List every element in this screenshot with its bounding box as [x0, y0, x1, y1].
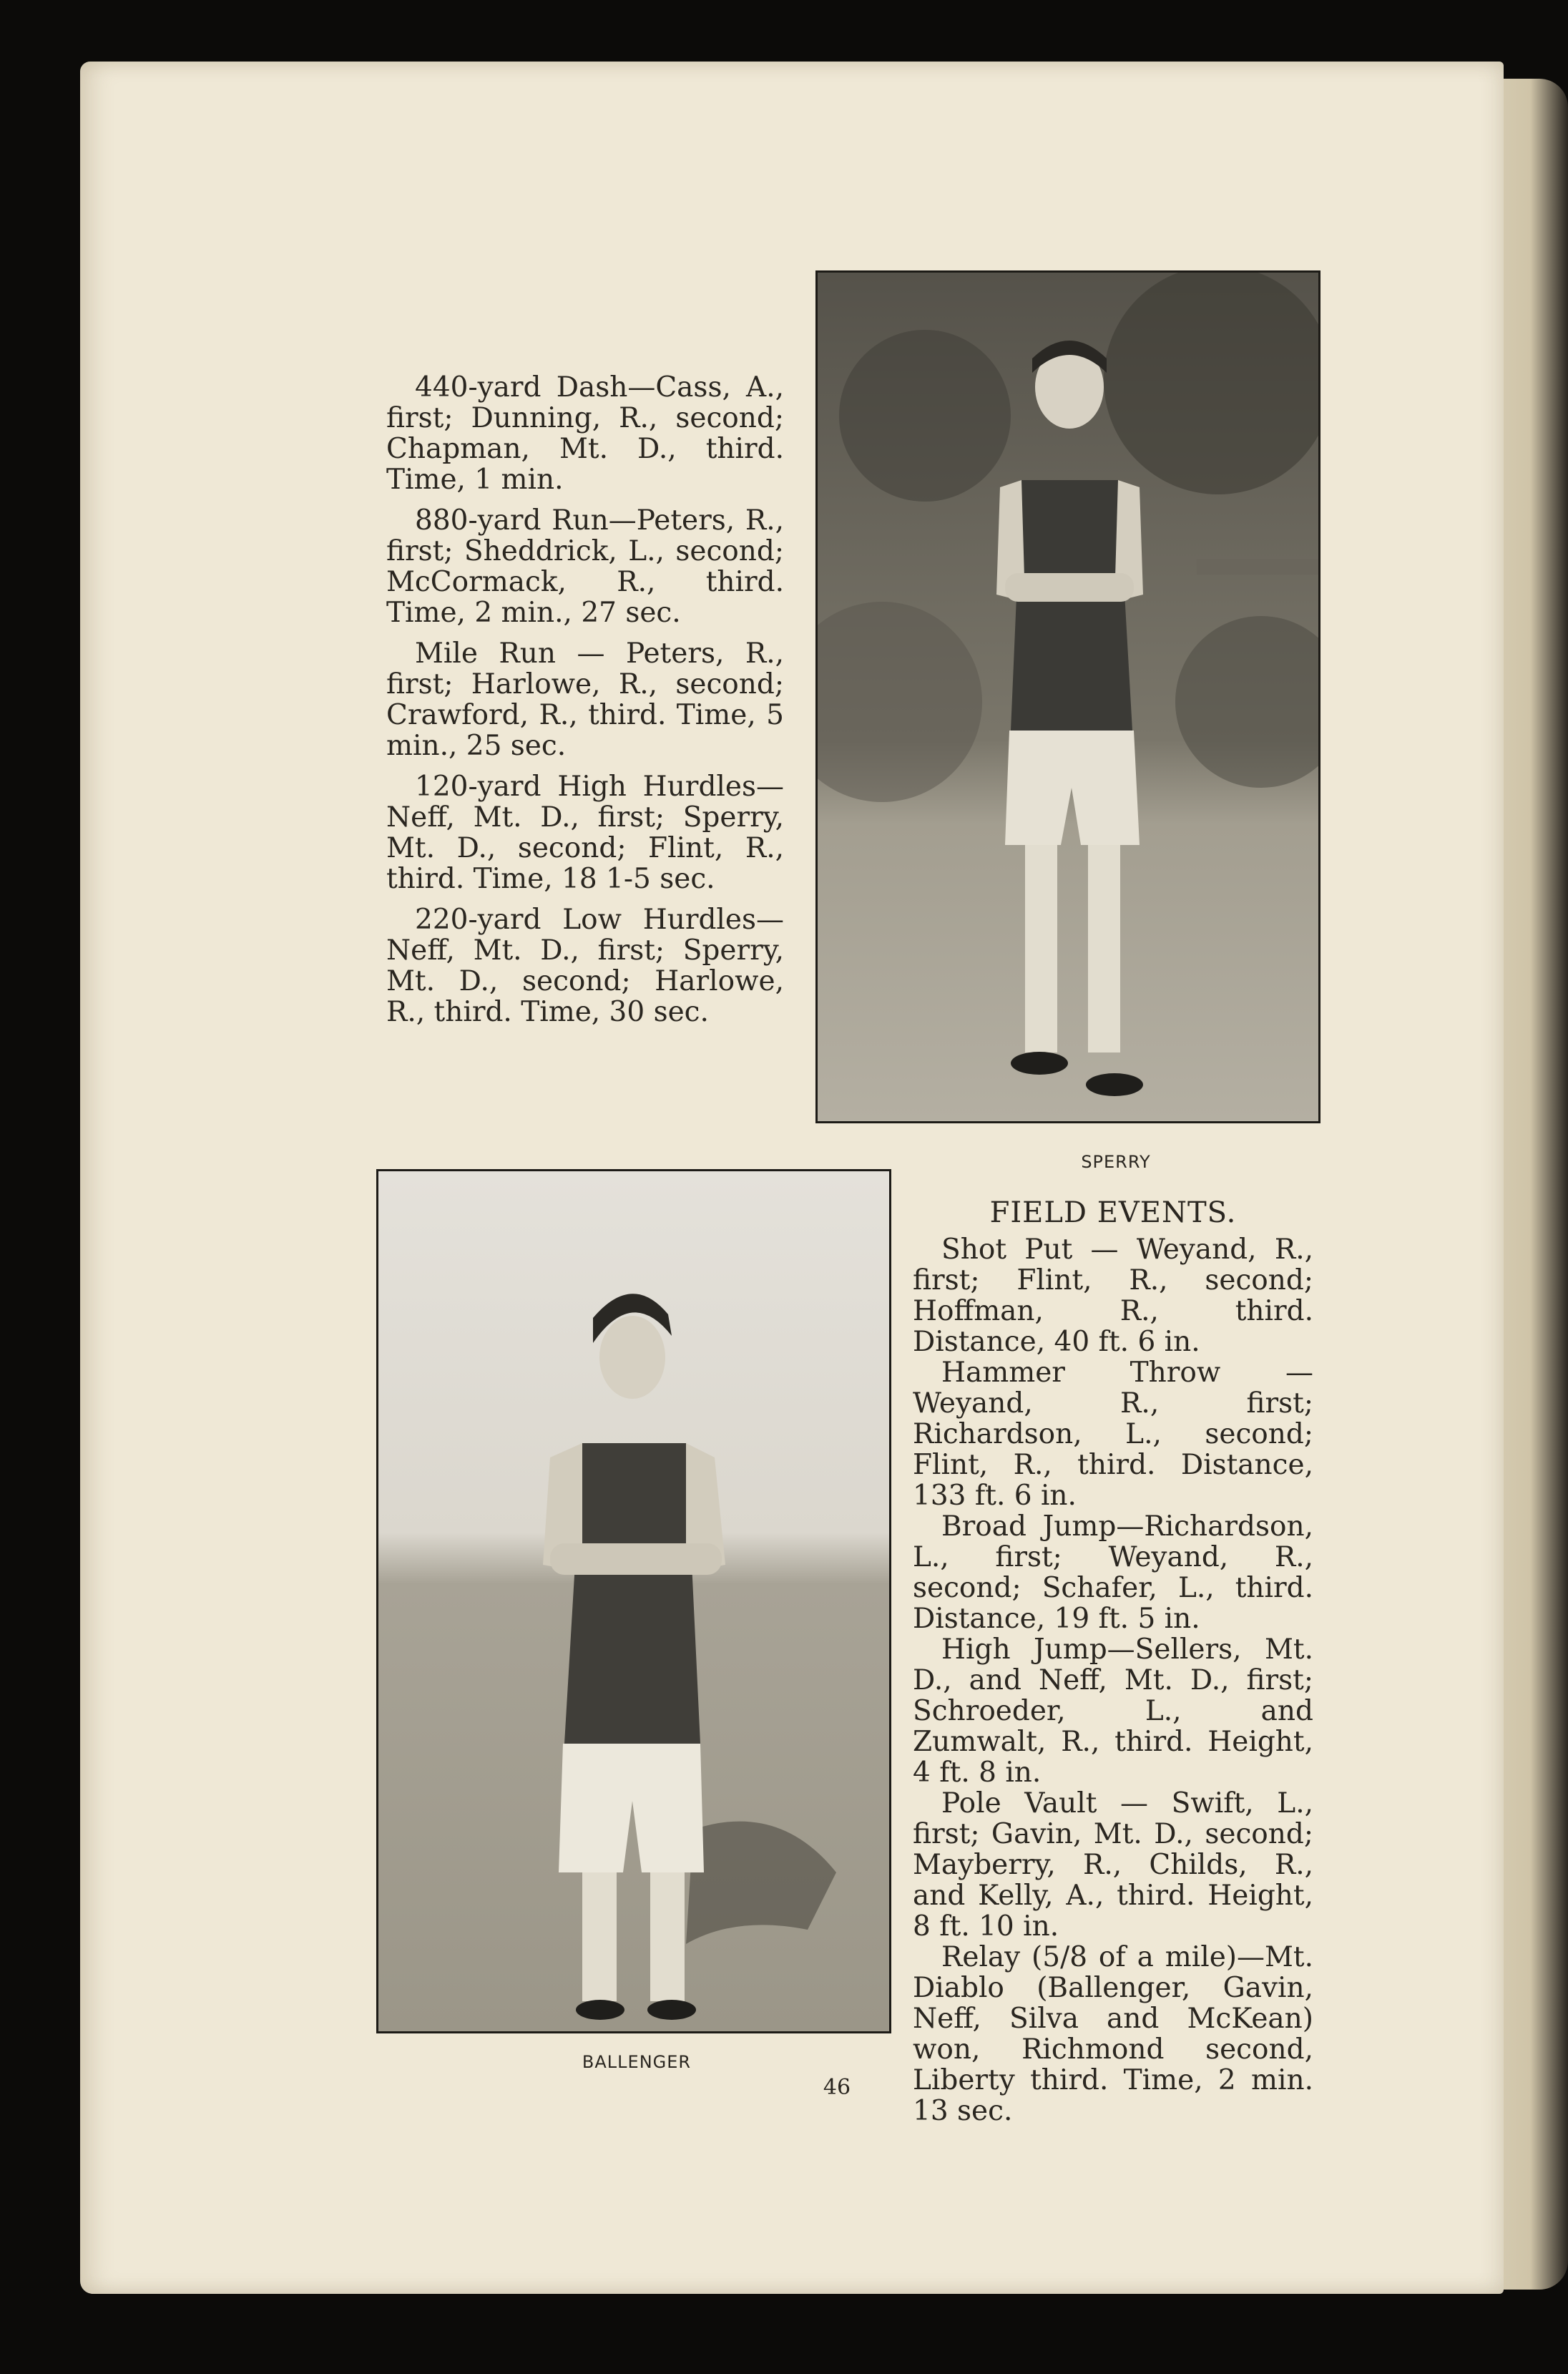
sperry-photo [815, 270, 1320, 1123]
result-pole-vault: Pole Vault — Swift, L., first; Gavin, Mt. D., second; Mayberry, R., Childs, R., and Kelly, A., third. Height, 8 ft. 10 in. [913, 1787, 1313, 1943]
ballenger-photo [376, 1169, 891, 2033]
result-shot-put: Shot Put — Weyand, R., first; Flint, R., second; Hoffman, R., third. Distance, 40 ft. 6 in. [913, 1234, 1313, 1358]
result-relay: Relay (5/8 of a mile)—Mt. Diablo (Ballenger, Gavin, Neff, Silva and McKean) won, Richmond second, Liberty third. Time, 2 min. 13 sec. [913, 1941, 1313, 2127]
result-broad-jump: Broad Jump—Richardson, L., first; Weyand, R., second; Schafer, L., third. Distance, 19 ft. 5 in. [913, 1510, 1313, 1635]
field-results-column [913, 1234, 1313, 2126]
field-events-heading: FIELD EVENTS. [989, 1196, 1237, 1229]
result-220-low-hurdles: 220-yard Low Hurdles—Neff, Mt. D., first; Sperry, Mt. D., second; Harlowe, R., third. Time, 30 sec. [386, 904, 784, 1028]
page-number: 46 [823, 2075, 851, 2100]
result-hammer-throw: Hammer Throw — Weyand, R., first; Richardson, L., second; Flint, R., third. Distance, 133 ft. 6 in. [913, 1357, 1313, 1512]
result-880-run: 880-yard Run—Peters, R., first; Sheddrick, L., second; McCormack, R., third. Time, 2 min., 27 sec. [386, 504, 784, 629]
sperry-caption: SPERRY [1081, 1152, 1151, 1172]
result-440-dash: 440-yard Dash—Cass, A., first; Dunning, R., second; Chapman, Mt. D., third. Time, 1 min. [386, 371, 784, 496]
result-120-high-hurdles: 120-yard High Hurdles—Neff, Mt. D., first; Sperry, Mt. D., second; Flint, R., third. Time, 18 1-5 sec. [386, 771, 784, 895]
ballenger-caption: BALLENGER [582, 2052, 692, 2072]
track-results-column [386, 372, 784, 1037]
result-mile-run: Mile Run — Peters, R., first; Harlowe, R., second; Crawford, R., third. Time, 5 min., 25 sec. [386, 638, 784, 762]
result-high-jump: High Jump—Sellers, Mt. D., and Neff, Mt. D., first; Schroeder, L., and Zumwalt, R., third. Height, 4 ft. 8 in. [913, 1633, 1313, 1789]
